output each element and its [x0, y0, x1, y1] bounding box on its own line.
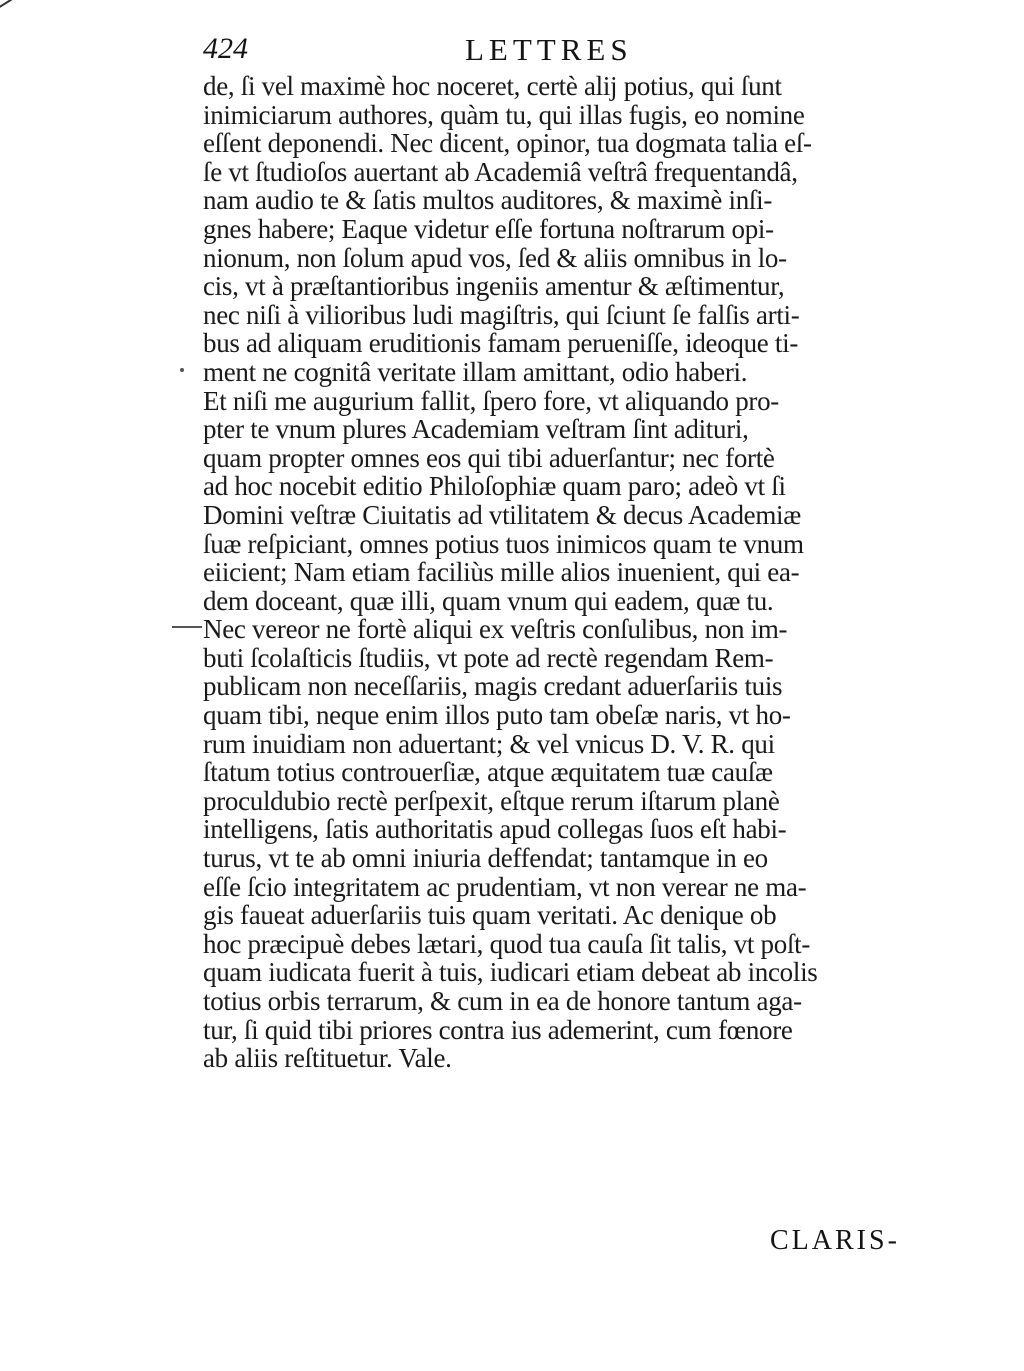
text-line: publicam non neceſſariis, magis credant aduerſariis tuis: [203, 671, 783, 702]
text-line: Nec vereor ne fortè aliqui ex veſtris conſulibus, non im-: [203, 614, 788, 645]
text-line: ab aliis reſtituetur. Vale.: [203, 1043, 452, 1074]
text-line: gnes habere; Eaque videtur eſſe fortuna noſtrarum opi-: [203, 213, 774, 244]
page-edge-line: [0, 0, 91, 20]
text-line: ſe vt ſtudioſos auertant ab Academiâ veſtrâ frequentandâ,: [203, 156, 798, 187]
text-line: intelligens, ſatis authoritatis apud collegas ſuos eſt habi-: [203, 814, 787, 845]
text-line: inimiciarum authores, quàm tu, qui illas fugis, eo nomine: [203, 99, 805, 130]
margin-dash: [172, 626, 202, 628]
text-line: eſſent deponendi. Nec dicent, opinor, tua dogmata talia eſ-: [203, 128, 812, 159]
text-line: nionum, non ſolum apud vos, ſed & aliis omnibus in lo-: [203, 242, 787, 273]
running-title: LETTRES: [465, 32, 633, 67]
page-header: [203, 32, 723, 72]
text-line: totius orbis terrarum, & cum in ea de honore tantum aga-: [203, 986, 802, 1016]
text-line: Domini veſtræ Ciuitatis ad vtilitatem & decus Academiæ: [203, 499, 801, 530]
margin-dot: [180, 368, 184, 372]
text-line: buti ſcolaſticis ſtudiis, vt pote ad rectè regendam Rem-: [203, 642, 774, 673]
text-line: eſſe ſcio integritatem ac prudentiam, vt non verear ne ma-: [203, 871, 807, 902]
text-line: eiicient; Nam etiam faciliùs mille alios inuenient, qui ea-: [203, 557, 800, 588]
text-line: quam iudicata fuerit à tuis, iudicari etiam debeat ab incolis: [203, 957, 818, 988]
text-line: ſuæ reſpiciant, omnes potius tuos inimicos quam te vnum: [203, 528, 804, 559]
text-line: ſtatum totius controuerſiæ, atque æquitatem tuæ cauſæ: [203, 757, 773, 788]
text-line: Et niſi me augurium fallit, ſpero fore, vt aliquando pro-: [203, 385, 779, 416]
text-line: pter te vnum plures Academiam veſtram ſint adituri,: [203, 414, 749, 445]
text-line: gis faueat aduerſariis tuis quam veritati. Ac denique ob: [203, 900, 777, 931]
text-line: rum inuidiam non aduertant; & vel vnicus D. V. R. qui: [203, 728, 775, 759]
text-line: quam tibi, neque enim illos puto tam obeſæ naris, vt ho-: [203, 700, 791, 731]
text-line: cis, vt à præſtantioribus ingeniis amentur & æſtimentur,: [203, 271, 785, 302]
text-line: ment ne cognitâ veritate illam amittant, odio haberi.: [203, 356, 748, 387]
page-number: 424: [203, 32, 248, 65]
text-line: de, ſi vel maximè hoc noceret, certè alij potius, qui ſunt: [203, 71, 782, 101]
letter-body: [203, 72, 943, 1073]
text-line: hoc præcipuè debes lætari, quod tua cauſa ſit talis, vt poſt-: [203, 928, 811, 959]
text-line: turus, vt te ab omni iniuria deffendat; tantamque in eo: [203, 843, 768, 874]
text-line: proculdubio rectè perſpexit, eſtque rerum iſtarum planè: [203, 785, 780, 816]
text-line: bus ad aliquam eruditionis famam perueniſſe, ideoque ti-: [203, 328, 799, 359]
text-line: dem doceant, quæ illi, quam vnum qui eadem, quæ tu.: [203, 585, 774, 616]
text-line: quam propter omnes eos qui tibi aduerſantur; nec fortè: [203, 442, 775, 473]
text-line: tur, ſi quid tibi priores contra ius ademerint, cum fœnore: [203, 1014, 793, 1045]
text-line: nam audio te & ſatis multos auditores, & maximè inſi-: [203, 185, 773, 216]
text-line: nec niſi à vilioribus ludi magiſtris, qui ſciunt ſe falſis arti-: [203, 299, 800, 330]
catchword: CLARIS-: [770, 1225, 900, 1256]
text-line: ad hoc nocebit editio Philoſophiæ quam paro; adeò vt ſi: [203, 471, 786, 502]
